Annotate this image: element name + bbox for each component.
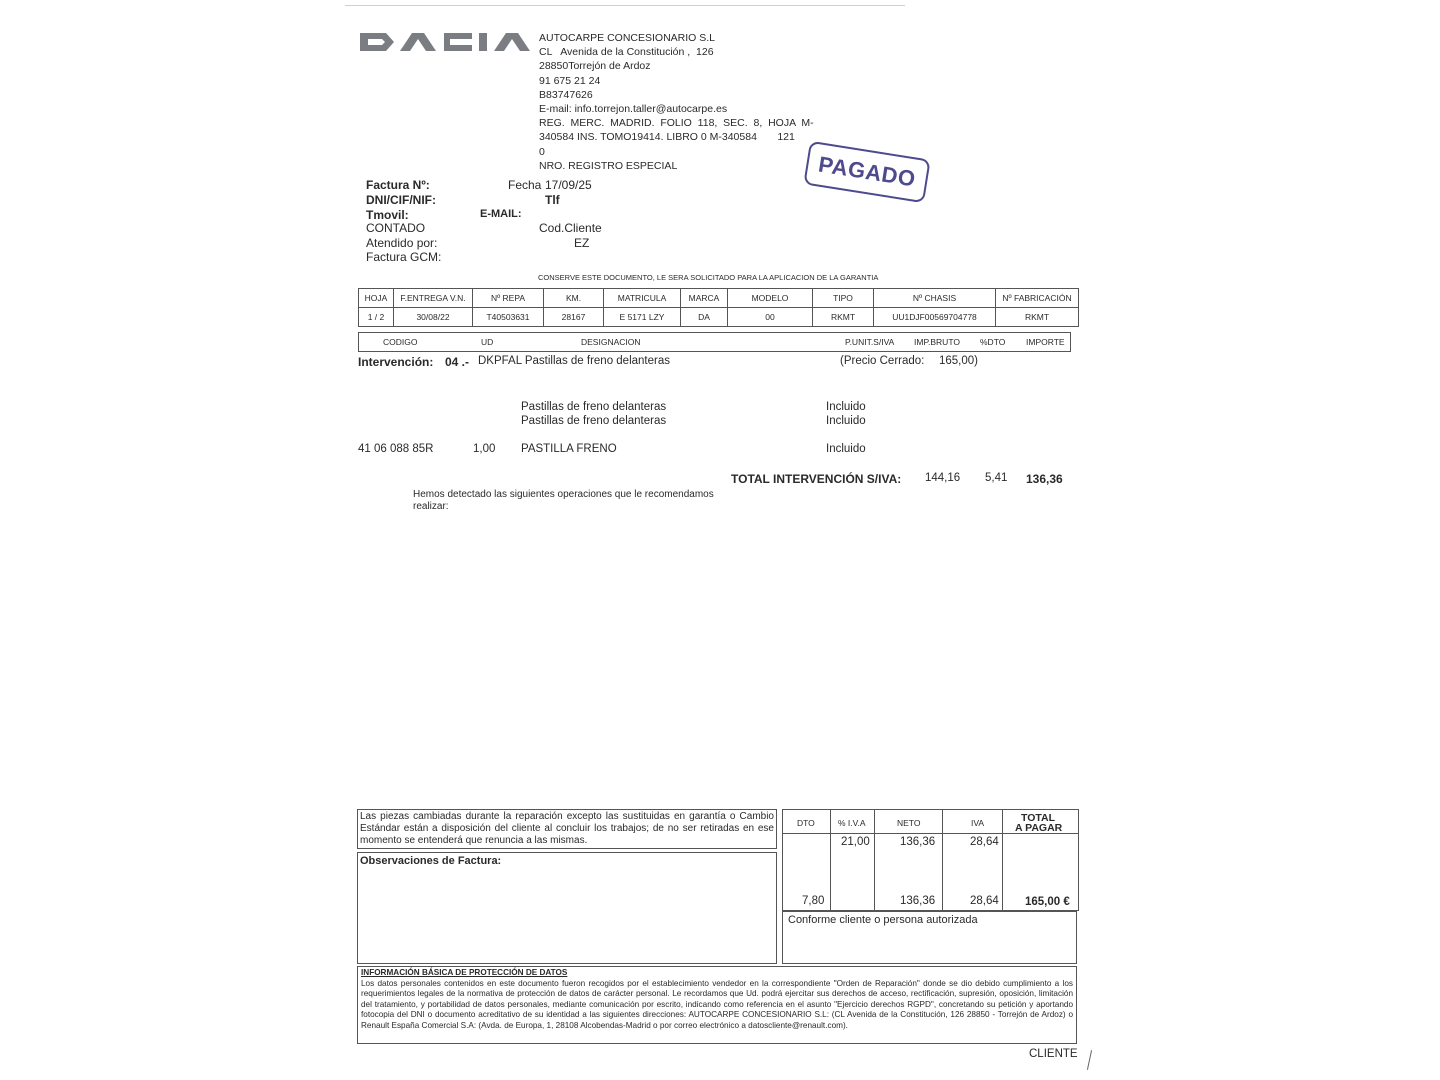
totals-neto-value: 136,36 — [900, 836, 936, 848]
company-email: E-mail: info.torrejon.taller@autocarpe.es — [539, 103, 728, 116]
total-intervention-dto: 5,41 — [985, 472, 1008, 484]
atendido-value: EZ — [574, 236, 590, 250]
value-marca: DA — [681, 308, 728, 327]
item-desc: Pastillas de freno delanteras — [521, 415, 667, 427]
vehicle-table-header — [359, 289, 1079, 308]
header-fentrega: F.ENTREGA V.N. — [394, 289, 473, 308]
observations-label: Observaciones de Factura: — [360, 855, 502, 867]
data-protection-box — [357, 966, 1077, 1044]
cod-cliente-label: Cod.Cliente — [539, 221, 602, 235]
observations-box — [357, 852, 777, 964]
item-code: 41 06 088 85R — [358, 443, 434, 455]
col-designacion: DESIGNACION — [581, 337, 641, 347]
line-items-header — [358, 332, 1071, 352]
signature-box — [782, 911, 1077, 964]
company-registry-1: REG. MERC. MADRID. FOLIO 118, SEC. 8, HOJA M- — [539, 117, 814, 130]
company-address: CL Avenida de la Constitución , 126 — [539, 46, 714, 59]
totals-header-iva: IVA — [971, 818, 985, 828]
totals-iva-value: 28,64 — [970, 895, 999, 907]
totals-header-piva: % I.V.A — [838, 818, 866, 828]
tmovil-label: Tmovil: — [366, 208, 409, 222]
totals-divider — [830, 810, 831, 910]
header-nrepa: Nº REPA — [473, 289, 544, 308]
precio-cerrado-value: 165,00) — [939, 355, 979, 367]
value-fentrega: 30/08/22 — [394, 308, 473, 327]
data-protection-title: INFORMACIÓN BÁSICA DE PROTECCIÓN DE DATOS — [361, 968, 568, 977]
vehicle-table — [358, 288, 1079, 327]
scan-edge-line — [345, 5, 905, 6]
company-registry-2: 340584 INS. TOMO19414. LIBRO 0 M-340584 121 — [539, 131, 795, 144]
totals-header-neto: NETO — [897, 818, 921, 828]
recommendations-line: Hemos detectado las siguientes operaciones que le recomendamos — [413, 489, 714, 500]
data-protection-body: Los datos personales contenidos en este documento fueron recogidos por el establecimiento vendedor en la correspondiente "Orden de Reparación" donde se dio debido cumplimiento a los requerimientos legales de la normativa de protección de datos de carácter personal. Le recordamos que Ud. podrá ejercitar sus derechos de acceso, rectificación, supresión, oposición, limitación del tratamiento, y portabilidad de datos personales, mediante comunicación por escrito, indicando como referencia en el asunto "Ejercicio derechos RGPD", concretando su petición y aportando fotocopia del DNI o documento acreditativo de su identidad a las siguientes direcciones: AUTOCARPE CONCESIONARIO S.L: (CL Avenida de la Constitución, 126 28850 - Torrejón de Ardoz) o Renault España Comercial S.A: (Avda. de Europa, 1, 28108 Alcobendas-Madrid o por correo electrónico a datoscliente@renault.com). — [361, 978, 1073, 1030]
signature-label: Conforme cliente o persona autorizada — [788, 914, 978, 926]
atendido-label: Atendido por: — [366, 236, 438, 250]
header-matricula: MATRICULA — [604, 289, 681, 308]
company-info — [539, 31, 819, 173]
value-fabricacion: RKMT — [996, 308, 1079, 327]
dacia-logo — [360, 30, 532, 59]
recommendations-text — [413, 489, 714, 512]
item-desc: Pastillas de freno delanteras — [521, 401, 667, 413]
intervention-description: DKPFAL Pastillas de freno delanteras — [478, 355, 670, 367]
grand-total-value: 165,00 € — [1025, 896, 1070, 908]
header-fabricacion: Nº FABRICACIÓN — [996, 289, 1079, 308]
value-modelo: 00 — [728, 308, 813, 327]
header-marca: MARCA — [681, 289, 728, 308]
header-modelo: MODELO — [728, 289, 813, 308]
totals-divider — [942, 810, 943, 910]
item-ud: 1,00 — [473, 443, 496, 455]
col-dto: %DTO — [980, 337, 1006, 347]
totals-iva-value: 28,64 — [970, 836, 999, 848]
totals-piva-value: 21,00 — [841, 836, 870, 848]
tlf-label: Tlf — [545, 193, 560, 207]
payment-method: CONTADO — [366, 221, 426, 235]
item-status: Incluido — [826, 401, 866, 413]
scan-mark — [1087, 1050, 1092, 1070]
value-km: 28167 — [544, 308, 604, 327]
dni-label: DNI/CIF/NIF: — [366, 193, 436, 207]
guarantee-note: CONSERVE ESTE DOCUMENTO, LE SERA SOLICITADO PARA LA APLICACION DE LA GARANTIA — [538, 273, 879, 282]
totals-divider — [874, 810, 875, 910]
company-cif: B83747626 — [539, 88, 593, 101]
totals-neto-value: 136,36 — [900, 895, 936, 907]
col-punit: P.UNIT.S/IVA — [845, 337, 895, 347]
item-status: Incluido — [826, 443, 866, 455]
col-impbruto: IMP.BRUTO — [914, 337, 960, 347]
item-status: Incluido — [826, 415, 866, 427]
factura-gcm-label: Factura GCM: — [366, 250, 442, 264]
fecha-label: Fecha — [508, 178, 542, 192]
company-city: 28850Torrejón de Ardoz — [539, 60, 651, 73]
totals-header-apagar: A PAGAR — [1015, 822, 1063, 834]
item-desc: PASTILLA FRENO — [521, 443, 617, 455]
total-intervention-label: TOTAL INTERVENCIÓN S/IVA: — [731, 472, 902, 486]
header-chasis: Nº CHASIS — [874, 289, 996, 308]
col-importe: IMPORTE — [1026, 337, 1065, 347]
total-intervention-bruto: 144,16 — [925, 472, 961, 484]
copy-label: CLIENTE — [1029, 1048, 1078, 1060]
intervention-label: Intervención: — [358, 355, 434, 369]
header-tipo: TIPO — [813, 289, 874, 308]
recommendations-line: realizar: — [413, 500, 449, 512]
header-km: KM. — [544, 289, 604, 308]
value-matricula: E 5171 LZY — [604, 308, 681, 327]
fecha-value: 17/09/25 — [545, 178, 592, 192]
total-intervention-importe: 136,36 — [1026, 472, 1063, 486]
value-chasis: UU1DJF00569704778 — [874, 308, 996, 327]
col-codigo: CODIGO — [383, 337, 418, 347]
company-registry-3: 0 — [539, 145, 545, 158]
col-ud: UD — [481, 337, 494, 347]
factura-label: Factura Nº: — [366, 178, 430, 192]
company-phone: 91 675 21 24 — [539, 74, 601, 87]
parts-notice: Las piezas cambiadas durante la reparación excepto las sustituidas en garantía o Cambio Estándar están a disposición del cliente al concluir los trabajos; de no ser retiradas en ese momento se entenderá que renuncia a las mismas. — [357, 809, 777, 849]
totals-box — [782, 809, 1079, 911]
intervention-number: 04 .- — [445, 355, 470, 369]
paid-stamp: PAGADO — [803, 141, 930, 204]
header-hoja: HOJA — [359, 289, 394, 308]
vehicle-table-row — [359, 308, 1079, 327]
totals-dto-value: 7,80 — [802, 895, 825, 907]
email-label: E-MAIL: — [480, 208, 522, 220]
company-registry-4: NRO. REGISTRO ESPECIAL — [539, 159, 678, 172]
totals-header-dto: DTO — [797, 818, 815, 828]
company-name: AUTOCARPE CONCESIONARIO S.L — [539, 32, 716, 44]
value-hoja: 1 / 2 — [359, 308, 394, 327]
totals-divider — [1002, 810, 1003, 910]
value-tipo: RKMT — [813, 308, 874, 327]
totals-header-total: TOTAL — [1021, 812, 1056, 824]
value-nrepa: T40503631 — [473, 308, 544, 327]
precio-cerrado-label: (Precio Cerrado: — [840, 355, 925, 367]
